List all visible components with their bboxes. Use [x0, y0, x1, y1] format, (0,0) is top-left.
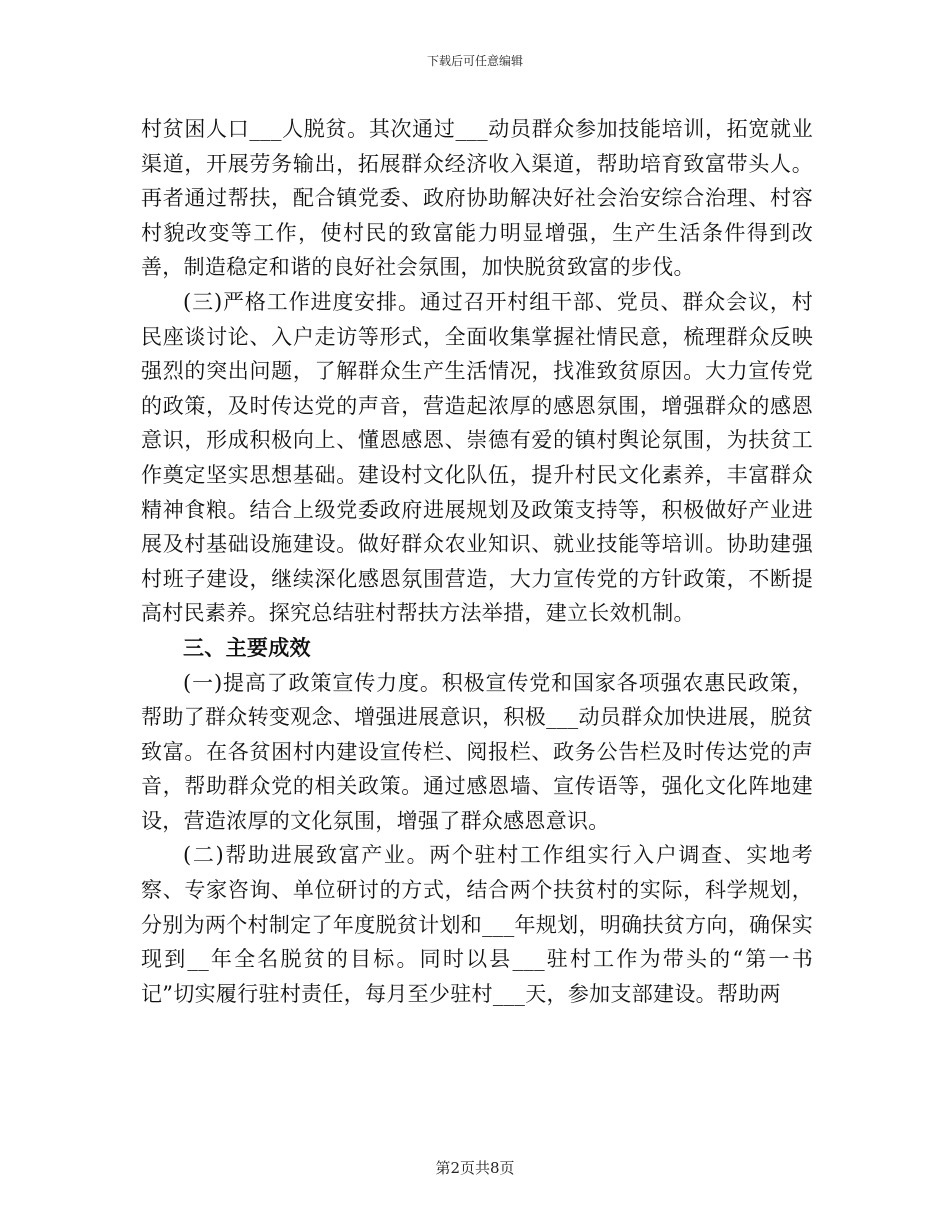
document-body [141, 112, 813, 1011]
page-number: 第2页共8页 [435, 1159, 515, 1177]
section-heading: 三、主要成效 [183, 634, 311, 660]
page-header-note: 下载后可任意编辑 [426, 54, 523, 68]
paragraph-industry: (二)帮助进展致富产业。两个驻村工作组实行入户调查、实地考察、专家咨询、单位研讨的方式，结合两个扶贫村的实际，科学规划，分别为两个村制定了年度脱贫计划和___年规划，明确扶贫方向，确保实现到__年全名脱贫的目标。同时以县___驻村工作为带头的“第一书记”切实履行驻村责任，每月至少驻村___天，参加支部建设。帮助两 [141, 843, 813, 1006]
paragraph-schedule: (三)严格工作进度安排。通过召开村组干部、党员、群众会议，村民座谈讨论、入户走访等形式，全面收集掌握社情民意，梳理群众反映强烈的突出问题，了解群众生产生活情况，找准致贫原因。大力宣传党的政策，及时传达党的声音，营造起浓厚的感恩氛围，增强群众的感恩意识，形成积极向上、懂恩感恩、崇德有爱的镇村舆论氛围，为扶贫工作奠定坚实思想基础。建设村文化队伍，提升村民文化素养，丰富群众精神食粮。结合上级党委政府进展规划及政策支持等，积极做好产业进展及村基础设施建设。做好群众农业知识、就业技能等培训。协助建强村班子建设，继续深化感恩氛围营造，大力宣传党的方针政策，不断提高村民素养。探究总结驻村帮扶方法举措，建立长效机制。 [141, 289, 813, 626]
paragraph-policy: (一)提高了政策宣传力度。积极宣传党和国家各项强农惠民政策，帮助了群众转变观念、增强进展意识，积极___动员群众加快进展，脱贫致富。在各贫困村内建设宣传栏、阅报栏、政务公告栏及时传达党的声音，帮助群众党的相关政策。通过感恩墙、宣传语等，强化文化阵地建设，营造浓厚的文化氛围，增强了群众感恩意识。 [141, 670, 813, 833]
paragraph-continued: 村贫困人口___人脱贫。其次通过___动员群众参加技能培训，拓宽就业渠道，开展劳务输出，拓展群众经济收入渠道，帮助培育致富带头人。再者通过帮扶，配合镇党委、政府协助解决好社会治安综合治理、村容村貌改变等工作，使村民的致富能力明显增强，生产生活条件得到改善，制造稳定和谐的良好社会氛围，加快脱贫致富的步伐。 [141, 117, 813, 280]
